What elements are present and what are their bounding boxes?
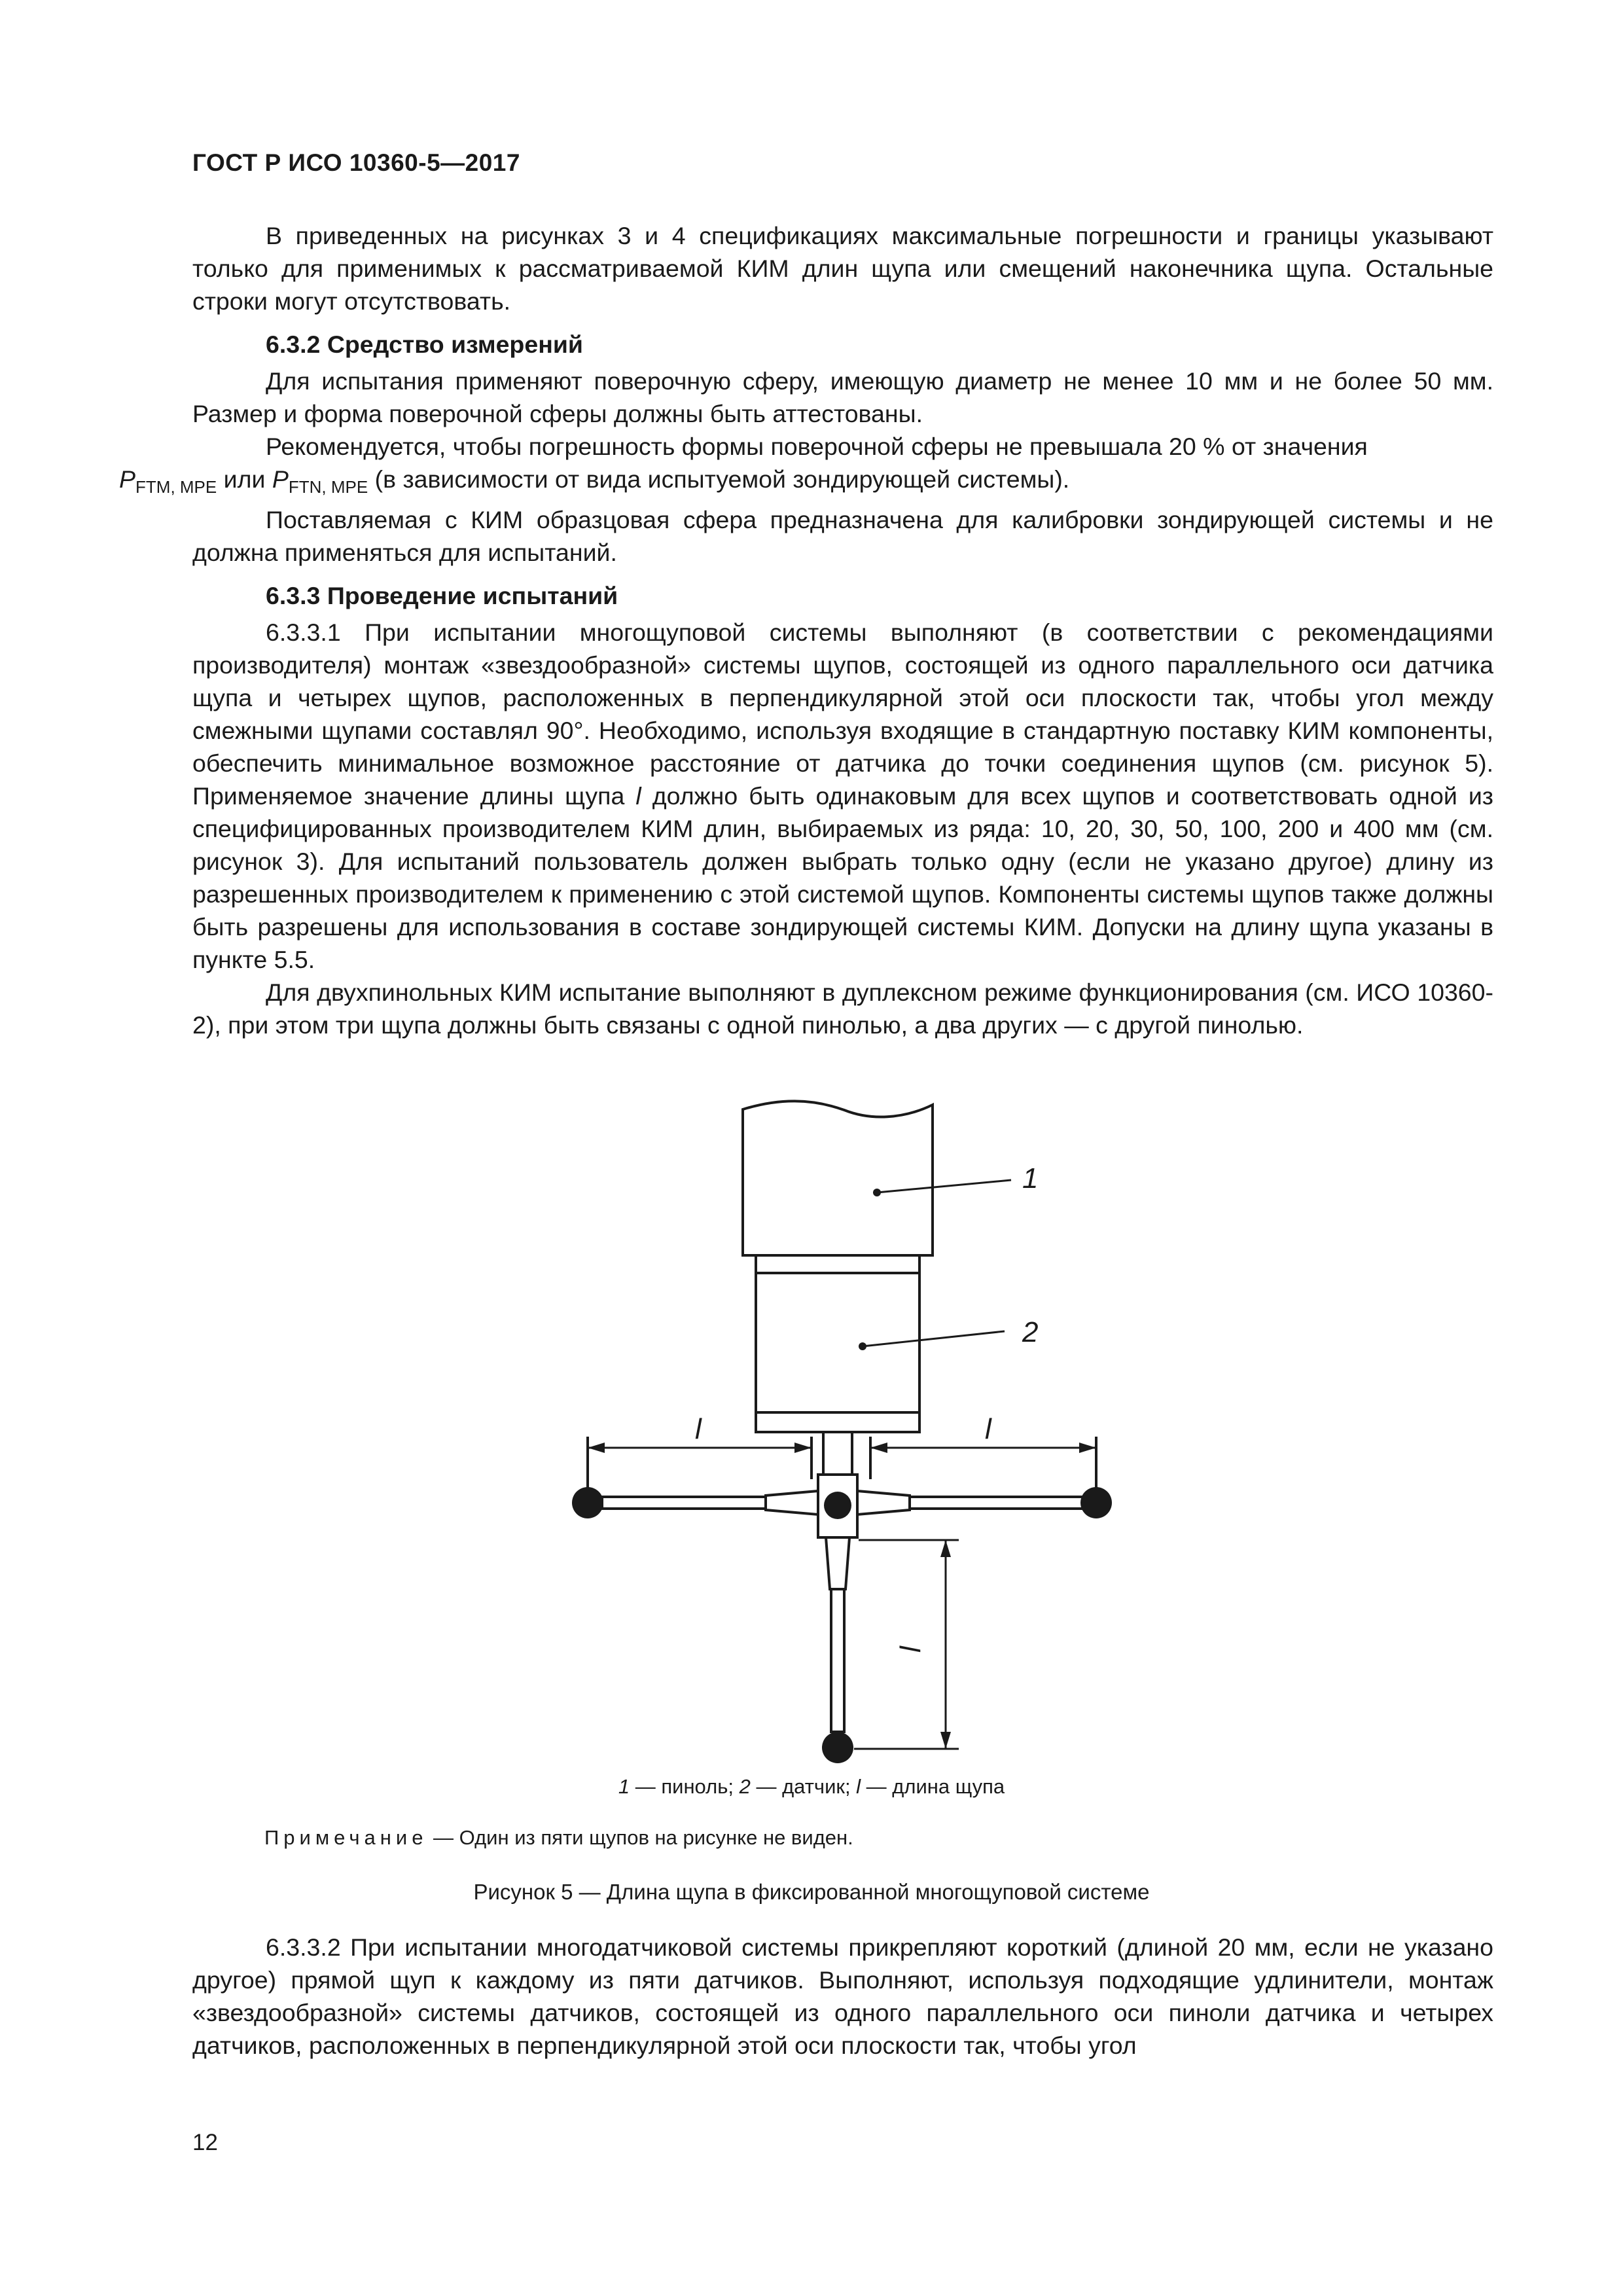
legend-num-2: 2: [739, 1775, 751, 1798]
figure-legend: [0, 1775, 1623, 1799]
lower-stylus-taper: [826, 1537, 849, 1589]
legend-text-3: — длина щупа: [861, 1775, 1005, 1798]
figure-label-2: 2: [1022, 1316, 1039, 1348]
lower-stylus-shaft: [831, 1589, 844, 1732]
dim-label-left: l: [695, 1413, 702, 1445]
body-text-bottom: [192, 1931, 1493, 2062]
arrow-left-in: [794, 1443, 812, 1453]
hub-stylus-ball: [824, 1492, 851, 1519]
document-header: ГОСТ Р ИСО 10360-5—2017: [192, 149, 520, 176]
arrow-vertical-bottom: [940, 1732, 951, 1749]
leader-dot-1: [873, 1189, 881, 1196]
left-stylus-shaft: [602, 1497, 766, 1509]
legend-text-1: — пиноль;: [630, 1775, 740, 1798]
leader-dot-2: [859, 1342, 866, 1350]
subscript-ftn-mpe: FTN, MPE: [288, 477, 368, 497]
note-text: — Один из пяти щупов на рисунке не виден.: [427, 1826, 853, 1849]
note-label: Примечание: [264, 1826, 428, 1849]
left-stylus-taper: [766, 1491, 818, 1515]
heading-6-3-2: 6.3.2 Средство измерений: [266, 331, 583, 358]
probe-neck: [823, 1432, 852, 1475]
lower-stylus-ball: [822, 1732, 853, 1763]
form-error-end: (в зависимости от вида испытуемой зондирующей системы).: [368, 465, 1070, 493]
paragraph-6-3-3-2: 6.3.3.2 При испытании многодатчиковой системы прикрепляют короткий (длиной 20 мм, если не указано другое) прямой щуп к каждому из пяти датчиков. Выполняют, используя подходящие удлинители, монтаж «звездообразной» системы датчиков, состоящей из одного параллельного оси пиноли датчика и четырех датчиков, расположенных в перпендикулярной этой оси плоскости так, чтобы угол: [192, 1933, 1493, 2059]
figure-label-1: 1: [1022, 1162, 1039, 1194]
dim-label-right: l: [985, 1413, 991, 1445]
paragraph-duplex: Для двухпинольных КИМ испытание выполняют в дуплексном режиме функционирования (см. ИСО 10360-2), при этом три щупа должны быть связаны с одной пинолью, а два других — с другой пинолью.: [192, 978, 1493, 1039]
legend-text-2: — датчик;: [750, 1775, 857, 1798]
right-stylus-ball: [1080, 1487, 1112, 1518]
legend-num-1: 1: [618, 1775, 630, 1798]
arrow-left-out: [588, 1443, 605, 1453]
page-number: 12: [192, 2130, 218, 2155]
heading-6-3-3: 6.3.3 Проведение испытаний: [266, 582, 618, 609]
left-stylus-ball: [572, 1487, 603, 1518]
paragraph-reference-sphere: Поставляемая с КИМ образцовая сфера предназначена для калибровки зондирующей системы и не должна применяться для испытаний.: [192, 506, 1493, 566]
figure-note: [264, 1826, 853, 1850]
dim-label-vertical: l: [895, 1646, 927, 1653]
text-or: или: [217, 465, 272, 493]
legend-symbol-l: l: [856, 1775, 861, 1798]
symbol-p-ftm: P: [119, 465, 136, 493]
paragraph-specifications: В приведенных на рисунках 3 и 4 спецификациях максимальные погрешности и границы указывают только для применимых к рассматриваемой КИМ длин щупа или смещений наконечника щупа. Остальные строки могут отсутствовать.: [192, 222, 1493, 315]
right-stylus-taper: [857, 1491, 910, 1515]
arrow-right-out: [1079, 1443, 1096, 1453]
para-6331-part-a: 6.3.3.1 При испытании многощуповой системы выполняют (в соответствии с рекомендациями производителя) монтаж «звездообразной» системы щупов, состоящей из одного параллельного оси датчика щупа и четырех щупов, расположенных в перпендикулярной этой оси плоскости так, чтобы угол между смежными щупами составлял 90°. Необходимо, используя входящие в стандартную поставку КИМ компоненты, обеспечить минимальное возможное расстояние от датчика до точки соединения щупов (см. рисунок 5). Применяемое значение длины щупа: [192, 619, 1493, 810]
arrow-vertical-top: [940, 1540, 951, 1557]
para-6331-part-b: должно быть одинаковым для всех щупов и соответствовать одной из специфицированных производителем КИМ длин, выбираемых из ряда: 10, 20, 30, 50, 100, 200 и 400 мм (см. рисунок 3). Для испытаний пользователь должен выбрать только одну (если не указано другое) длину из разрешенных производителем к применению с этой системой щупов. Компоненты системы щупов также должны быть разрешены для использования в составе зондирующей системы КИМ. Допуски на длину щупа указаны в пункте 5.5.: [192, 782, 1493, 973]
subscript-ftm-mpe: FTM, MPE: [135, 477, 217, 497]
form-error-text: Рекомендуется, чтобы погрешность формы поверочной сферы не превышала 20 % от значения: [266, 433, 1368, 460]
figure-caption: Рисунок 5 — Длина щупа в фиксированной многощуповой системе: [473, 1880, 1150, 1904]
arrow-right-in: [870, 1443, 887, 1453]
symbol-p-ftn: P: [272, 465, 289, 493]
paragraph-test-sphere: Для испытания применяют поверочную сферу, имеющую диаметр не менее 10 мм и не более 50 мм. Размер и форма поверочной сферы должны быть аттестованы.: [192, 367, 1493, 427]
right-stylus-shaft: [910, 1497, 1088, 1509]
quill-body: [743, 1101, 933, 1255]
symbol-l: l: [635, 782, 641, 810]
